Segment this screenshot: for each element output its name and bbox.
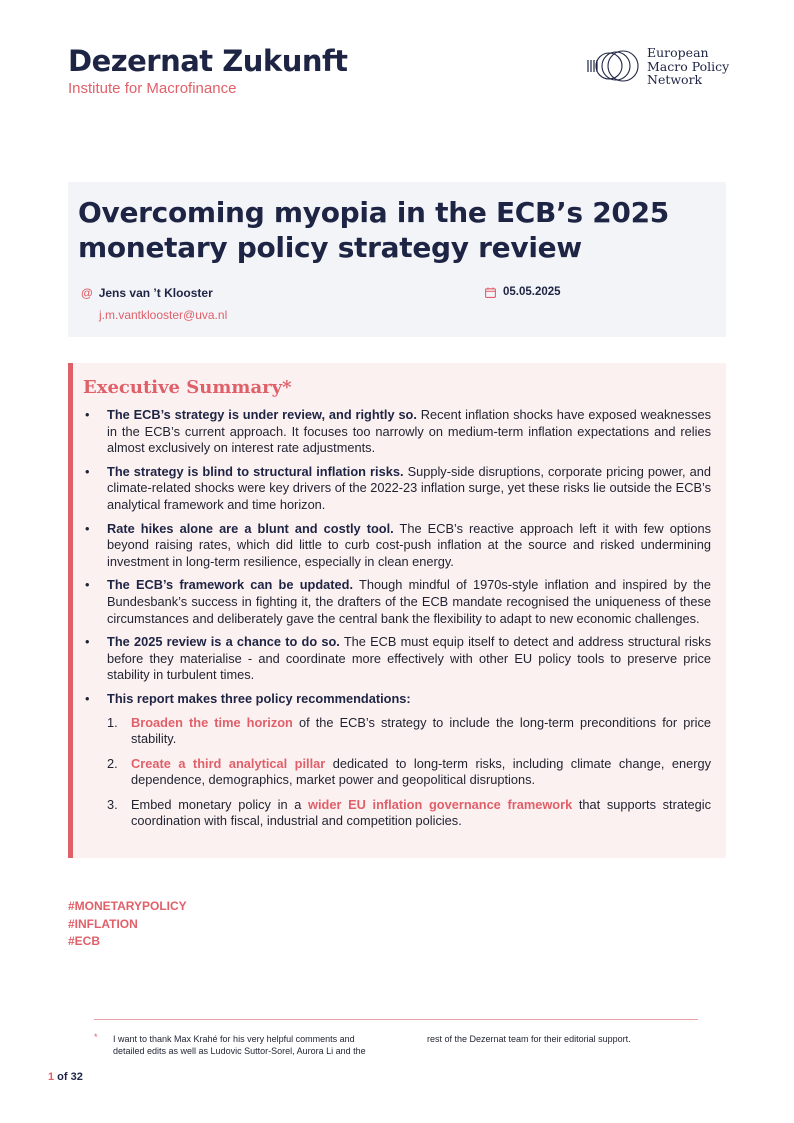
recommendation-highlight: Create a third analytical pillar bbox=[131, 755, 326, 771]
bullet-dot: • bbox=[85, 407, 90, 422]
author-line bbox=[81, 286, 213, 300]
brand-subtitle: Institute for Macrofinance bbox=[68, 80, 237, 97]
bullet-lead: The strategy is blind to structural inflation risks. bbox=[107, 463, 404, 479]
bullet-text: Though mindful of 1970s-style inflation and inspired by the Bundesbank’s success in fighting it, the drafters of the ECB mandate recognised the uniqueness of these circumstances and deliberately gave the central bank the flexibility to adapt to new economic challenges. bbox=[107, 577, 711, 626]
hashtag[interactable]: #ECB bbox=[68, 934, 101, 948]
recommendation-post: dedicated to long-term risks, including climate change, energy dependence, demographics, market power and geopolitical disruptions. bbox=[131, 755, 711, 788]
date-line bbox=[485, 286, 561, 298]
footnote-mark: * bbox=[94, 1032, 98, 1042]
recommendation-post: of the ECB’s strategy to include the long-term preconditions for price stability. bbox=[131, 714, 711, 747]
brand-name: Dezernat Zukunft bbox=[68, 44, 348, 78]
bullet-text: Supply-side disruptions, corporate pricing power, and climate-related shocks were key drivers of the 2022-23 inflation surge, yet these risks lie outside the ECB’s analytical framework and time horizon. bbox=[107, 463, 712, 512]
recommendation-number: 2. bbox=[107, 755, 118, 771]
executive-summary bbox=[68, 363, 726, 858]
summary-bullet bbox=[85, 577, 711, 627]
summary-bullet bbox=[85, 520, 711, 571]
recommendation-item bbox=[107, 796, 711, 830]
footnote-text-column-2: rest of the Dezernat team for their editorial support. bbox=[427, 1034, 631, 1044]
recommendation-highlight: wider EU inflation governance framework bbox=[308, 796, 573, 812]
recommendation-pre: Embed monetary policy in a bbox=[131, 796, 309, 812]
bullet-lead: Rate hikes alone are a blunt and costly tool. bbox=[107, 520, 394, 536]
current-page: 1 bbox=[48, 1071, 55, 1083]
recommendation-number: 1. bbox=[107, 714, 118, 730]
bullet-lead: This report makes three policy recommendations: bbox=[107, 690, 411, 706]
network-logo-block bbox=[585, 46, 729, 87]
bullet-dot: • bbox=[85, 577, 90, 593]
bullet-lead: The ECB’s strategy is under review, and rightly so. bbox=[107, 407, 417, 422]
summary-bullets bbox=[85, 407, 712, 830]
brand bbox=[68, 44, 348, 97]
document-title: Overcoming myopia in the ECB’s 2025 monetary policy strategy review bbox=[78, 196, 669, 264]
recommendations-list bbox=[107, 714, 711, 831]
bullet-lead: The 2025 review is a chance to do so. bbox=[107, 634, 340, 650]
footnote-text-column-1: I want to thank Max Krahé for his very helpful comments and detailed edits as well as Ludovic Suttor-Sorel, Aurora Li and the bbox=[113, 1034, 366, 1056]
bullet-text: The ECB must equip itself to detect and address structural risks before they materialise - and coordinate more effectively with other EU policy tools to preserve price stability in turbulent times. bbox=[107, 634, 711, 683]
bullet-dot: • bbox=[85, 463, 90, 479]
recommendation-item bbox=[107, 714, 711, 748]
total-pages: of 32 bbox=[54, 1071, 83, 1083]
network-logo-icon bbox=[585, 49, 641, 83]
publication-date: 05.05.2025 bbox=[503, 286, 561, 298]
summary-bullet bbox=[85, 463, 712, 514]
recommendation-post: that supports strategic coordination with fiscal, industrial and competition policies. bbox=[131, 796, 711, 829]
bullet-text: Recent inflation shocks have exposed weaknesses in the ECB’s current approach. It focuses too narrowly on medium-term inflation expectations and relies almost exclusively on interest rate adjustments. bbox=[107, 407, 711, 456]
network-line-1: European bbox=[647, 45, 709, 60]
hashtag[interactable]: #INFLATION bbox=[68, 916, 138, 931]
summary-heading: Executive Summary* bbox=[83, 377, 292, 398]
bullet-dot: • bbox=[85, 690, 90, 706]
recommendation-highlight: Broaden the time horizon bbox=[131, 714, 293, 730]
bullet-lead: The ECB’s framework can be updated. bbox=[107, 577, 354, 593]
network-name bbox=[647, 46, 729, 87]
bullet-dot: • bbox=[85, 520, 90, 536]
bullet-text: The ECB’s reactive approach left it with few options beyond raising rates, which did little to curb cost-push inflation at the source and risked undermining investment in long-term resilience, especially in clean energy. bbox=[107, 520, 711, 569]
summary-bullet bbox=[85, 407, 711, 457]
network-line-2: Macro Policy bbox=[647, 58, 730, 74]
calendar-icon bbox=[485, 287, 496, 298]
hashtag[interactable]: #MONETARYPOLICY bbox=[68, 899, 187, 913]
network-line-3: Network bbox=[647, 72, 703, 87]
bullet-dot: • bbox=[85, 634, 90, 650]
recommendation-item bbox=[107, 755, 711, 789]
summary-bullet bbox=[85, 690, 711, 830]
hashtags bbox=[68, 898, 187, 951]
footnote-divider bbox=[94, 1019, 698, 1020]
recommendation-number: 3. bbox=[107, 796, 118, 812]
title-box bbox=[68, 182, 726, 337]
author-email[interactable]: j.m.vantklooster@uva.nl bbox=[99, 308, 228, 322]
summary-bullet bbox=[85, 634, 711, 684]
page-number bbox=[48, 1071, 83, 1083]
at-icon: @ bbox=[81, 286, 93, 300]
author-name: Jens van ’t Klooster bbox=[98, 286, 213, 300]
